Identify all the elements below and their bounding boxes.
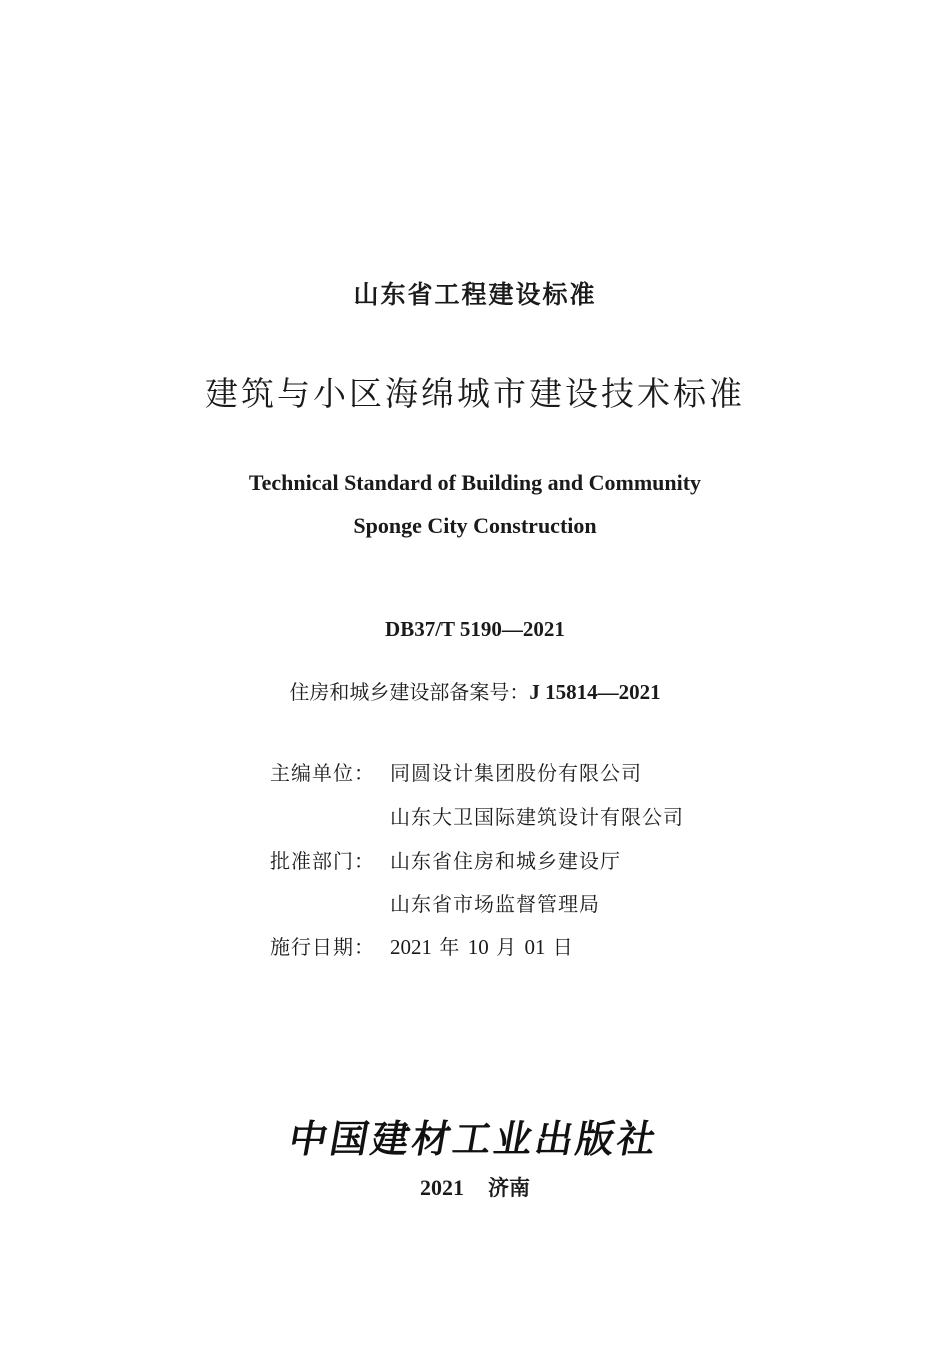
imprint [0,1172,950,1202]
approver-label: 批准部门： [270,849,375,873]
effective-day: 01 [524,935,546,959]
effective-month: 10 [467,935,489,959]
month-unit: 月 [488,935,525,959]
standard-code: DB37/T 5190—2021 [385,617,565,641]
effective-date-label: 施行日期： [270,935,375,959]
imprint-year: 2021 [420,1175,464,1200]
imprint-city: 济南 [488,1176,530,1200]
chief-editor-label: 主编单位： [270,761,375,785]
chief-editor-unit-2: 山东大卫国际建筑设计有限公司 [390,805,684,829]
title-chinese: 建筑与小区海绵城市建设技术标准 [205,374,745,413]
standard-series: 山东省工程建设标准 [353,280,597,309]
chief-editor-unit: 同圆设计集团股份有限公司 [390,761,642,785]
chief-editor-row [270,757,642,786]
day-unit: 日 [545,935,574,959]
approver-unit-2: 山东省市场监督管理局 [390,892,600,916]
effective-year: 2021 [390,935,432,959]
approver-unit: 山东省住房和城乡建设厅 [390,849,621,873]
effective-date-row [270,931,574,960]
approver-row [270,845,621,874]
filing-number: J 15814—2021 [529,680,661,704]
publisher-name: 中国建材工业出版社 [285,1116,663,1161]
year-unit: 年 [432,935,468,959]
filing-number-row [0,676,950,705]
title-english-line1: Technical Standard of Building and Community [248,470,702,495]
publisher-logo [0,1108,950,1163]
filing-label: 住房和城乡建设部备案号： [289,680,530,704]
title-english-line2: Sponge City Construction [353,513,597,538]
